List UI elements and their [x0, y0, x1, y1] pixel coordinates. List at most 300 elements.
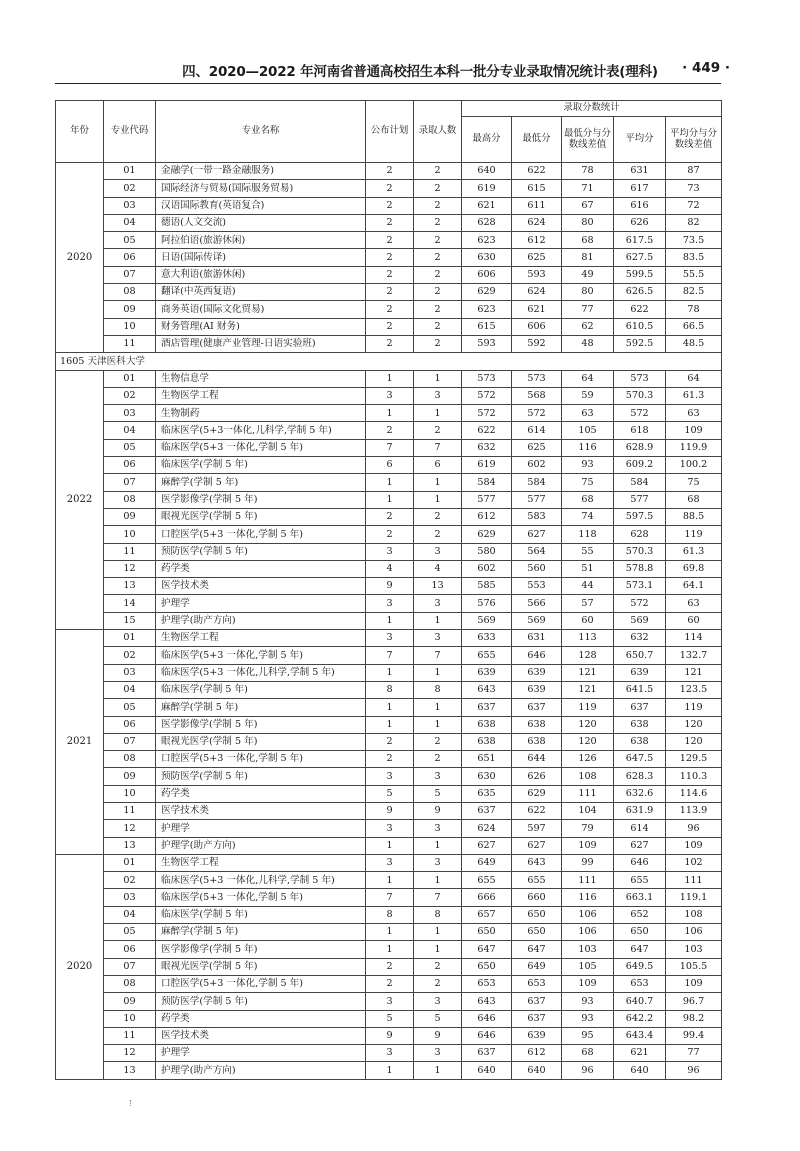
code-cell: 10	[104, 318, 156, 335]
plan-cell: 7	[366, 647, 414, 664]
min-cell: 638	[512, 733, 562, 750]
avg-diff-cell: 98.2	[666, 1010, 722, 1027]
avg-diff-cell: 123.5	[666, 681, 722, 698]
code-cell: 06	[104, 941, 156, 958]
max-cell: 638	[462, 733, 512, 750]
min-cell: 647	[512, 941, 562, 958]
avg-diff-cell: 120	[666, 716, 722, 733]
max-cell: 651	[462, 751, 512, 768]
max-cell: 619	[462, 457, 512, 474]
table-row	[56, 1027, 722, 1044]
avg-diff-cell: 120	[666, 733, 722, 750]
max-cell: 650	[462, 958, 512, 975]
plan-cell: 1	[366, 1062, 414, 1079]
avg-diff-cell: 102	[666, 854, 722, 871]
min-diff-cell: 113	[562, 630, 614, 647]
table-row	[56, 716, 722, 733]
max-cell: 612	[462, 508, 512, 525]
admitted-cell: 5	[414, 1010, 462, 1027]
min-cell: 625	[512, 249, 562, 266]
max-cell: 576	[462, 595, 512, 612]
col-avg-diff-header: 平均分与分数线差值	[666, 117, 722, 163]
code-cell: 07	[104, 474, 156, 491]
plan-cell: 6	[366, 457, 414, 474]
admitted-cell: 2	[414, 318, 462, 335]
admitted-cell: 1	[414, 370, 462, 387]
admitted-cell: 2	[414, 733, 462, 750]
min-diff-cell: 121	[562, 681, 614, 698]
max-cell: 602	[462, 560, 512, 577]
min-cell: 640	[512, 1062, 562, 1079]
min-cell: 622	[512, 163, 562, 180]
max-cell: 635	[462, 785, 512, 802]
plan-cell: 2	[366, 163, 414, 180]
avg-diff-cell: 119	[666, 699, 722, 716]
avg-diff-cell: 64	[666, 370, 722, 387]
max-cell: 584	[462, 474, 512, 491]
avg-cell: 628.9	[614, 439, 666, 456]
name-cell: 医学影像学(学制 5 年)	[156, 491, 366, 508]
table-row	[56, 1045, 722, 1062]
name-cell: 临床医学(5+3 一体化,儿科学,学制 5 年)	[156, 872, 366, 889]
min-diff-cell: 109	[562, 975, 614, 992]
avg-diff-cell: 64.1	[666, 578, 722, 595]
admitted-cell: 2	[414, 197, 462, 214]
table-row	[56, 630, 722, 647]
table-row	[56, 578, 722, 595]
avg-cell: 653	[614, 975, 666, 992]
code-cell: 02	[104, 872, 156, 889]
admitted-cell: 3	[414, 387, 462, 404]
name-cell: 预防医学(学制 5 年)	[156, 768, 366, 785]
min-cell: 615	[512, 180, 562, 197]
min-diff-cell: 60	[562, 612, 614, 629]
code-cell: 09	[104, 993, 156, 1010]
min-diff-cell: 93	[562, 1010, 614, 1027]
max-cell: 637	[462, 699, 512, 716]
table-row	[56, 249, 722, 266]
min-cell: 606	[512, 318, 562, 335]
name-cell: 生物医学工程	[156, 387, 366, 404]
avg-cell: 599.5	[614, 266, 666, 283]
min-diff-cell: 105	[562, 422, 614, 439]
code-cell: 03	[104, 405, 156, 422]
avg-diff-cell: 61.3	[666, 543, 722, 560]
avg-diff-cell: 103	[666, 941, 722, 958]
code-cell: 04	[104, 214, 156, 231]
table-row	[56, 889, 722, 906]
code-cell: 11	[104, 802, 156, 819]
name-cell: 德语(人文交流)	[156, 214, 366, 231]
avg-diff-cell: 129.5	[666, 751, 722, 768]
name-cell: 临床医学(学制 5 年)	[156, 457, 366, 474]
name-cell: 生物医学工程	[156, 630, 366, 647]
code-cell: 14	[104, 595, 156, 612]
avg-diff-cell: 75	[666, 474, 722, 491]
avg-diff-cell: 48.5	[666, 335, 722, 352]
min-cell: 626	[512, 768, 562, 785]
table-row	[56, 232, 722, 249]
min-cell: 569	[512, 612, 562, 629]
admitted-cell: 2	[414, 214, 462, 231]
table-row	[56, 699, 722, 716]
avg-cell: 572	[614, 405, 666, 422]
avg-diff-cell: 96	[666, 1062, 722, 1079]
min-cell: 624	[512, 214, 562, 231]
plan-cell: 4	[366, 560, 414, 577]
code-cell: 08	[104, 975, 156, 992]
max-cell: 632	[462, 439, 512, 456]
table-row	[56, 681, 722, 698]
plan-cell: 2	[366, 422, 414, 439]
min-diff-cell: 68	[562, 1045, 614, 1062]
school-name: 1605 天津医科大学	[56, 353, 722, 370]
table-row	[56, 526, 722, 543]
min-diff-cell: 74	[562, 508, 614, 525]
code-cell: 13	[104, 578, 156, 595]
min-diff-cell: 51	[562, 560, 614, 577]
code-cell: 12	[104, 1045, 156, 1062]
avg-cell: 570.3	[614, 543, 666, 560]
avg-cell: 628	[614, 526, 666, 543]
code-cell: 08	[104, 751, 156, 768]
table-body	[56, 163, 722, 1080]
min-cell: 622	[512, 802, 562, 819]
year-cell: 2022	[56, 370, 104, 629]
plan-cell: 2	[366, 180, 414, 197]
plan-cell: 1	[366, 370, 414, 387]
admitted-cell: 2	[414, 284, 462, 301]
code-cell: 06	[104, 457, 156, 474]
avg-diff-cell: 69.8	[666, 560, 722, 577]
name-cell: 临床医学(5+3一体化,儿科学,学制 5 年)	[156, 422, 366, 439]
avg-cell: 631.9	[614, 802, 666, 819]
avg-diff-cell: 55.5	[666, 266, 722, 283]
min-diff-cell: 109	[562, 837, 614, 854]
code-cell: 03	[104, 664, 156, 681]
avg-cell: 622	[614, 301, 666, 318]
table-row	[56, 491, 722, 508]
max-cell: 572	[462, 405, 512, 422]
plan-cell: 2	[366, 733, 414, 750]
avg-cell: 578.8	[614, 560, 666, 577]
year-cell: 2020	[56, 163, 104, 353]
code-cell: 01	[104, 370, 156, 387]
avg-cell: 649.5	[614, 958, 666, 975]
plan-cell: 3	[366, 387, 414, 404]
table-row	[56, 958, 722, 975]
name-cell: 阿拉伯语(旅游休闲)	[156, 232, 366, 249]
table-row	[56, 854, 722, 871]
min-cell: 637	[512, 699, 562, 716]
admitted-cell: 7	[414, 647, 462, 664]
admitted-cell: 9	[414, 1027, 462, 1044]
page-title: 四、2020—2022 年河南省普通高校招生本科一批分专业录取情况统计表(理科)	[182, 64, 658, 80]
min-cell: 597	[512, 820, 562, 837]
plan-cell: 5	[366, 785, 414, 802]
admitted-cell: 5	[414, 785, 462, 802]
table-row	[56, 993, 722, 1010]
col-name-header: 专业名称	[156, 101, 366, 163]
table-row	[56, 439, 722, 456]
code-cell: 01	[104, 163, 156, 180]
code-cell: 09	[104, 508, 156, 525]
admitted-cell: 2	[414, 180, 462, 197]
table-row	[56, 733, 722, 750]
col-plan-header: 公布计划	[366, 101, 414, 163]
avg-diff-cell: 105.5	[666, 958, 722, 975]
admitted-cell: 2	[414, 335, 462, 352]
code-cell: 11	[104, 335, 156, 352]
max-cell: 615	[462, 318, 512, 335]
max-cell: 640	[462, 163, 512, 180]
min-diff-cell: 71	[562, 180, 614, 197]
code-cell: 10	[104, 1010, 156, 1027]
name-cell: 麻醉学(学制 5 年)	[156, 474, 366, 491]
avg-diff-cell: 109	[666, 422, 722, 439]
admitted-cell: 1	[414, 612, 462, 629]
code-cell: 03	[104, 889, 156, 906]
avg-diff-cell: 119	[666, 526, 722, 543]
min-diff-cell: 106	[562, 906, 614, 923]
admitted-cell: 2	[414, 232, 462, 249]
plan-cell: 1	[366, 716, 414, 733]
max-cell: 573	[462, 370, 512, 387]
year-cell: 2020	[56, 854, 104, 1079]
avg-cell: 640	[614, 1062, 666, 1079]
min-cell: 568	[512, 387, 562, 404]
avg-cell: 646	[614, 854, 666, 871]
table-row	[56, 612, 722, 629]
table-row	[56, 768, 722, 785]
min-cell: 660	[512, 889, 562, 906]
plan-cell: 2	[366, 232, 414, 249]
code-cell: 03	[104, 197, 156, 214]
code-cell: 05	[104, 924, 156, 941]
min-cell: 583	[512, 508, 562, 525]
max-cell: 585	[462, 578, 512, 595]
name-cell: 护理学	[156, 1045, 366, 1062]
avg-cell: 626	[614, 214, 666, 231]
code-cell: 01	[104, 630, 156, 647]
min-diff-cell: 119	[562, 699, 614, 716]
code-cell: 10	[104, 785, 156, 802]
avg-cell: 650	[614, 924, 666, 941]
min-diff-cell: 99	[562, 854, 614, 871]
page-header	[0, 60, 800, 84]
min-diff-cell: 111	[562, 785, 614, 802]
plan-cell: 8	[366, 681, 414, 698]
avg-cell: 572	[614, 595, 666, 612]
avg-diff-cell: 106	[666, 924, 722, 941]
table-row	[56, 474, 722, 491]
max-cell: 666	[462, 889, 512, 906]
table-row	[56, 318, 722, 335]
avg-diff-cell: 96	[666, 820, 722, 837]
name-cell: 口腔医学(5+3 一体化,学制 5 年)	[156, 526, 366, 543]
name-cell: 眼视光医学(学制 5 年)	[156, 508, 366, 525]
code-cell: 05	[104, 439, 156, 456]
plan-cell: 3	[366, 854, 414, 871]
min-cell: 646	[512, 647, 562, 664]
plan-cell: 1	[366, 664, 414, 681]
table-row	[56, 214, 722, 231]
admitted-cell: 3	[414, 854, 462, 871]
min-cell: 566	[512, 595, 562, 612]
col-admitted-header: 录取人数	[414, 101, 462, 163]
max-cell: 577	[462, 491, 512, 508]
avg-diff-cell: 111	[666, 872, 722, 889]
plan-cell: 2	[366, 266, 414, 283]
min-cell: 650	[512, 924, 562, 941]
min-diff-cell: 118	[562, 526, 614, 543]
avg-cell: 617.5	[614, 232, 666, 249]
min-diff-cell: 44	[562, 578, 614, 595]
admitted-cell: 2	[414, 526, 462, 543]
admitted-cell: 3	[414, 820, 462, 837]
admitted-cell: 3	[414, 595, 462, 612]
max-cell: 624	[462, 820, 512, 837]
avg-diff-cell: 73	[666, 180, 722, 197]
avg-cell: 577	[614, 491, 666, 508]
avg-diff-cell: 119.1	[666, 889, 722, 906]
admitted-cell: 3	[414, 993, 462, 1010]
avg-diff-cell: 114	[666, 630, 722, 647]
min-diff-cell: 120	[562, 716, 614, 733]
name-cell: 眼视光医学(学制 5 年)	[156, 958, 366, 975]
avg-diff-cell: 96.7	[666, 993, 722, 1010]
min-cell: 593	[512, 266, 562, 283]
plan-cell: 7	[366, 889, 414, 906]
name-cell: 汉语国际教育(英语复合)	[156, 197, 366, 214]
code-cell: 02	[104, 387, 156, 404]
name-cell: 预防医学(学制 5 年)	[156, 543, 366, 560]
code-cell: 15	[104, 612, 156, 629]
avg-cell: 609.2	[614, 457, 666, 474]
min-diff-cell: 48	[562, 335, 614, 352]
min-cell: 639	[512, 681, 562, 698]
min-cell: 611	[512, 197, 562, 214]
code-cell: 04	[104, 422, 156, 439]
avg-diff-cell: 109	[666, 975, 722, 992]
name-cell: 酒店管理(健康产业管理-日语实验班)	[156, 335, 366, 352]
min-diff-cell: 105	[562, 958, 614, 975]
table-row	[56, 370, 722, 387]
admitted-cell: 2	[414, 301, 462, 318]
min-cell: 625	[512, 439, 562, 456]
name-cell: 预防医学(学制 5 年)	[156, 993, 366, 1010]
code-cell: 13	[104, 837, 156, 854]
code-cell: 11	[104, 1027, 156, 1044]
min-cell: 602	[512, 457, 562, 474]
col-avg-header: 平均分	[614, 117, 666, 163]
plan-cell: 1	[366, 941, 414, 958]
min-cell: 564	[512, 543, 562, 560]
avg-diff-cell: 73.5	[666, 232, 722, 249]
name-cell: 临床医学(5+3 一体化,学制 5 年)	[156, 647, 366, 664]
admitted-cell: 8	[414, 681, 462, 698]
admitted-cell: 2	[414, 958, 462, 975]
code-cell: 02	[104, 647, 156, 664]
name-cell: 金融学(一带一路金融服务)	[156, 163, 366, 180]
col-min-diff-header: 最低分与分数线差值	[562, 117, 614, 163]
avg-diff-cell: 78	[666, 301, 722, 318]
min-cell: 655	[512, 872, 562, 889]
table-row	[56, 335, 722, 352]
min-diff-cell: 93	[562, 993, 614, 1010]
min-cell: 639	[512, 1027, 562, 1044]
avg-diff-cell: 83.5	[666, 249, 722, 266]
admitted-cell: 2	[414, 266, 462, 283]
plan-cell: 3	[366, 1045, 414, 1062]
min-diff-cell: 64	[562, 370, 614, 387]
max-cell: 623	[462, 232, 512, 249]
min-diff-cell: 104	[562, 802, 614, 819]
plan-cell: 1	[366, 924, 414, 941]
max-cell: 639	[462, 664, 512, 681]
max-cell: 643	[462, 993, 512, 1010]
school-row	[56, 353, 722, 370]
plan-cell: 3	[366, 768, 414, 785]
admitted-cell: 6	[414, 457, 462, 474]
min-cell: 650	[512, 906, 562, 923]
table-row	[56, 560, 722, 577]
name-cell: 麻醉学(学制 5 年)	[156, 699, 366, 716]
plan-cell: 9	[366, 1027, 414, 1044]
table-row	[56, 180, 722, 197]
avg-cell: 652	[614, 906, 666, 923]
max-cell: 650	[462, 924, 512, 941]
max-cell: 622	[462, 422, 512, 439]
avg-cell: 584	[614, 474, 666, 491]
plan-cell: 2	[366, 958, 414, 975]
avg-cell: 638	[614, 716, 666, 733]
avg-cell: 638	[614, 733, 666, 750]
year-cell: 2021	[56, 630, 104, 855]
code-cell: 12	[104, 820, 156, 837]
page-number: · 449 ·	[682, 60, 730, 76]
min-cell: 653	[512, 975, 562, 992]
plan-cell: 2	[366, 335, 414, 352]
code-cell: 13	[104, 1062, 156, 1079]
avg-cell: 627	[614, 837, 666, 854]
name-cell: 翻译(中英西复语)	[156, 284, 366, 301]
min-cell: 629	[512, 785, 562, 802]
min-cell: 614	[512, 422, 562, 439]
admitted-cell: 1	[414, 716, 462, 733]
avg-cell: 647	[614, 941, 666, 958]
min-diff-cell: 77	[562, 301, 614, 318]
name-cell: 药学类	[156, 560, 366, 577]
max-cell: 630	[462, 249, 512, 266]
avg-diff-cell: 87	[666, 163, 722, 180]
name-cell: 意大利语(旅游休闲)	[156, 266, 366, 283]
plan-cell: 2	[366, 318, 414, 335]
avg-cell: 640.7	[614, 993, 666, 1010]
max-cell: 572	[462, 387, 512, 404]
table-row	[56, 508, 722, 525]
table-row	[56, 595, 722, 612]
min-diff-cell: 79	[562, 820, 614, 837]
avg-diff-cell: 68	[666, 491, 722, 508]
plan-cell: 3	[366, 820, 414, 837]
max-cell: 649	[462, 854, 512, 871]
table-row	[56, 1062, 722, 1079]
avg-cell: 632	[614, 630, 666, 647]
min-cell: 643	[512, 854, 562, 871]
avg-cell: 616	[614, 197, 666, 214]
plan-cell: 7	[366, 439, 414, 456]
